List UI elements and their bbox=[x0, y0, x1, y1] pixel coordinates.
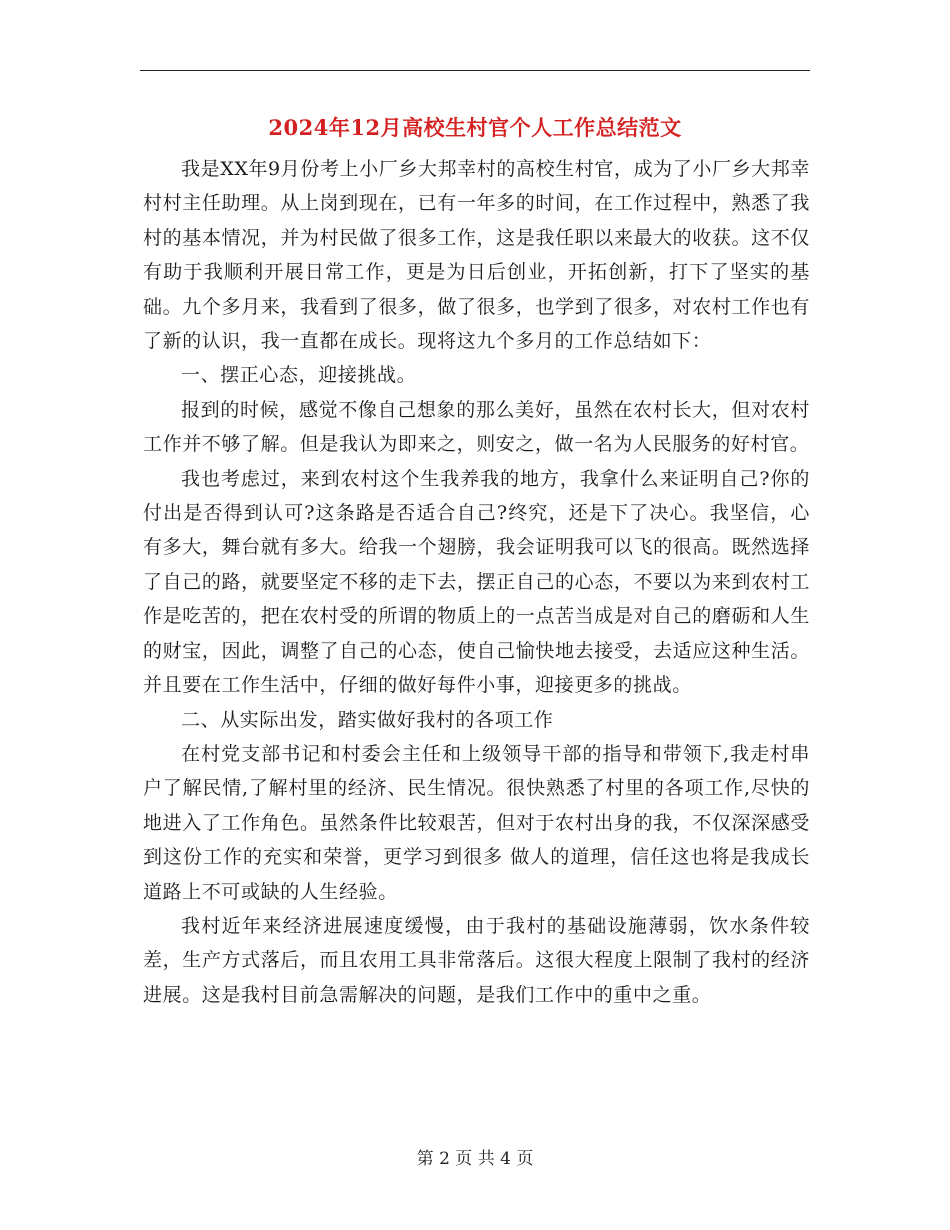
paragraph: 我村近年来经济进展速度缓慢，由于我村的基础设施薄弱，饮水条件较差，生产方式落后，而且农用工具非常落后。这很大程度上限制了我村的经济进展。这是我村目前急需解决的问题，是我们工作中的重中之重。 bbox=[143, 914, 810, 1006]
section-heading-2: 二、从实际出发，踏实做好我村的各项工作 bbox=[181, 708, 554, 731]
page-number: 第 2 页 共 4 页 bbox=[416, 1149, 534, 1169]
header-rule bbox=[140, 70, 810, 71]
document-title: 2024年12月高校生村官个人工作总结范文 bbox=[268, 115, 682, 140]
paragraph: 在村党支部书记和村委会主任和上级领导干部的指导和带领下,我走村串户了解民情,了解村里的经济、民生情况。很快熟悉了村里的各项工作,尽快的地进入了工作角色。虽然条件比较艰苦，但对于农村出身的我，不仅深深感受到这份工作的充实和荣誉，更学习到很多 做人的道理，信任这也将是我成长道路上不可或缺的人生经验。 bbox=[143, 742, 810, 903]
section-heading-1: 一、摆正心态，迎接挑战。 bbox=[181, 364, 417, 387]
paragraph: 我也考虑过，来到农村这个生我养我的地方，我拿什么来证明自己?你的付出是否得到认可?这条路是否适合自己?终究，还是下了决心。我坚信，心有多大，舞台就有多大。给我一个翅膀，我会证明我可以飞的很高。既然选择了自己的路，就要坚定不移的走下去，摆正自己的心态，不要以为来到农村工作是吃苦的，把在农村受的所谓的物质上的一点苦当成是对自己的磨砺和人生的财宝，因此，调整了自己的心态，使自己愉快地去接受，去适应这种生活。并且要在工作生活中，仔细的做好每件小事，迎接更多的挑战。 bbox=[143, 467, 810, 697]
document-body bbox=[143, 152, 810, 1012]
paragraph: 报到的时候，感觉不像自己想象的那么美好，虽然在农村长大，但对农村工作并不够了解。但是我认为即来之，则安之，做一名为人民服务的好村官。 bbox=[143, 398, 810, 456]
paragraph-intro: 我是XX年9月份考上小厂乡大邦幸村的高校生村官，成为了小厂乡大邦幸村村主任助理。从上岗到现在，已有一年多的时间，在工作过程中，熟悉了我村的基本情况，并为村民做了很多工作，这是我任职以来最大的收获。这不仅有助于我顺利开展日常工作，更是为日后创业，开拓创新，打下了坚实的基础。九个多月来，我看到了很多，做了很多，也学到了很多，对农村工作也有了新的认识，我一直都在成长。现将这九个多月的工作总结如下： bbox=[143, 158, 810, 353]
